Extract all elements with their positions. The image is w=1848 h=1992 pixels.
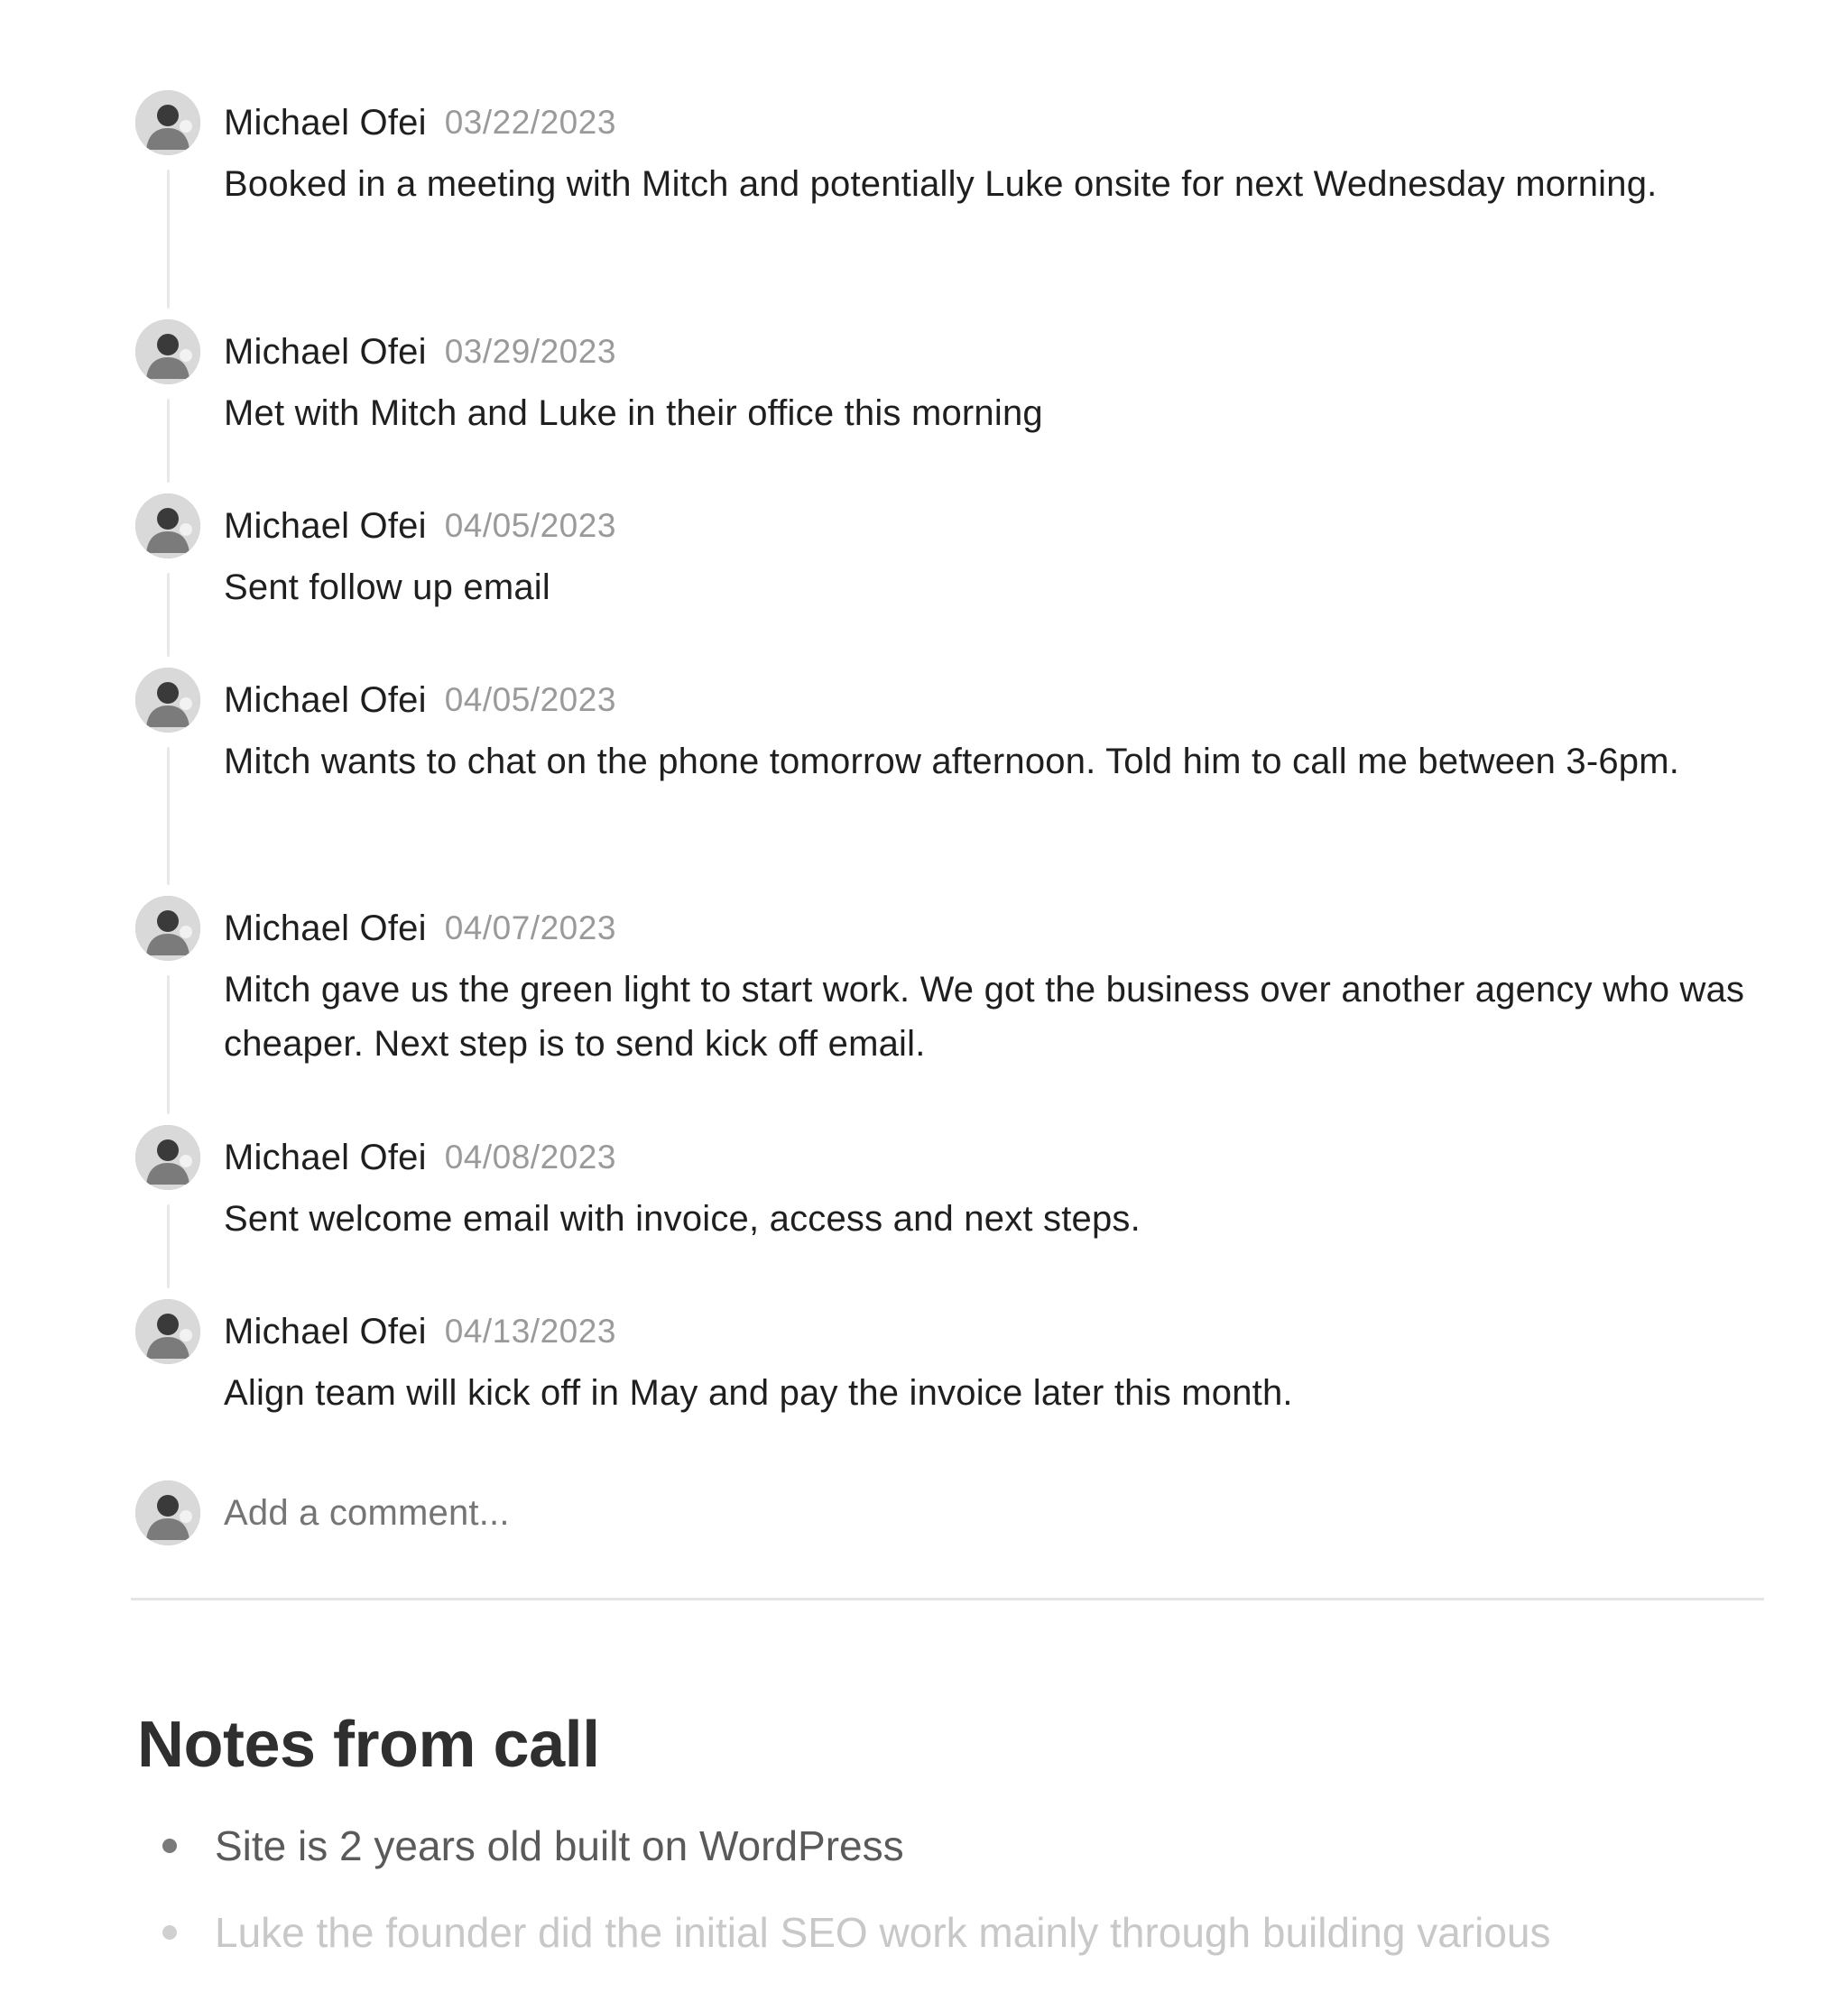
comment-header: [224, 90, 1830, 155]
thread-connector-line: [167, 1204, 170, 1288]
notes-list-item: [159, 1905, 1747, 1960]
comment-text: Sent follow up email: [224, 567, 550, 607]
comment-text: Mitch wants to chat on the phone tomorrow afternoon. Told him to call me between 3-6pm.: [224, 742, 1680, 781]
comment-text: Mitch gave us the green light to start work. We got the business over another agency who was cheaper. Next step is to send kick off email.: [224, 970, 1745, 1064]
notes-list: [159, 1819, 1747, 1992]
user-avatar-icon: [135, 896, 200, 961]
bullet-icon: [162, 1925, 177, 1940]
comment-item: [135, 90, 1830, 319]
thread-connector-line: [167, 747, 170, 885]
comment-author: Michael Ofei: [224, 679, 427, 720]
comment-header: [224, 668, 1830, 733]
user-avatar-icon: [135, 319, 200, 384]
user-avatar-icon: [135, 1480, 200, 1545]
comment-author: Michael Ofei: [224, 1137, 427, 1177]
comment-date: 04/05/2023: [444, 681, 616, 718]
comment-date: 04/07/2023: [444, 909, 616, 946]
comment-item: [135, 896, 1830, 1125]
section-divider: [131, 1598, 1764, 1600]
user-avatar-icon: [135, 1125, 200, 1190]
comment-date: 04/13/2023: [444, 1313, 616, 1350]
comment-item: [135, 1299, 1830, 1420]
comment-text: Booked in a meeting with Mitch and potentially Luke onsite for next Wednesday morning.: [224, 164, 1658, 204]
comment-input[interactable]: [224, 1486, 1487, 1540]
comment-header: [224, 319, 1830, 384]
comment-header: [224, 1299, 1830, 1364]
comment-author: Michael Ofei: [224, 908, 427, 948]
comment-text: Align team will kick off in May and pay the invoice later this month.: [224, 1373, 1293, 1413]
notes-item-text: Site is 2 years old built on WordPress: [215, 1822, 904, 1869]
comment-header: [224, 493, 1830, 558]
thread-connector-line: [167, 170, 170, 309]
comment-author: Michael Ofei: [224, 102, 427, 143]
comment-header: [224, 1125, 1830, 1190]
thread-connector-line: [167, 573, 170, 657]
comment-author: Michael Ofei: [224, 1311, 427, 1351]
comment-date: 03/22/2023: [444, 104, 616, 141]
comment-date: 03/29/2023: [444, 333, 616, 370]
thread-connector-line: [167, 975, 170, 1114]
notes-list-item: [159, 1819, 1747, 1873]
comment-header: [224, 896, 1830, 961]
comment-text: Sent welcome email with invoice, access and next steps.: [224, 1199, 1141, 1239]
user-avatar-icon: [135, 668, 200, 733]
thread-connector-line: [167, 399, 170, 483]
bullet-icon: [162, 1839, 177, 1853]
comment-text: Met with Mitch and Luke in their office this morning: [224, 393, 1043, 433]
notes-heading: Notes from call: [137, 1709, 600, 1781]
add-comment-row: [135, 1480, 1742, 1545]
user-avatar-icon: [135, 1299, 200, 1364]
comment-date: 04/05/2023: [444, 507, 616, 544]
comment-author: Michael Ofei: [224, 331, 427, 372]
user-avatar-icon: [135, 90, 200, 155]
notes-item-text: Luke the founder did the initial SEO work mainly through building various: [215, 1909, 1551, 1956]
comment-date: 04/08/2023: [444, 1139, 616, 1176]
comment-item: [135, 493, 1830, 668]
comment-author: Michael Ofei: [224, 505, 427, 546]
comment-item: [135, 319, 1830, 493]
user-avatar-icon: [135, 493, 200, 558]
comment-item: [135, 1125, 1830, 1299]
comment-item: [135, 668, 1830, 896]
